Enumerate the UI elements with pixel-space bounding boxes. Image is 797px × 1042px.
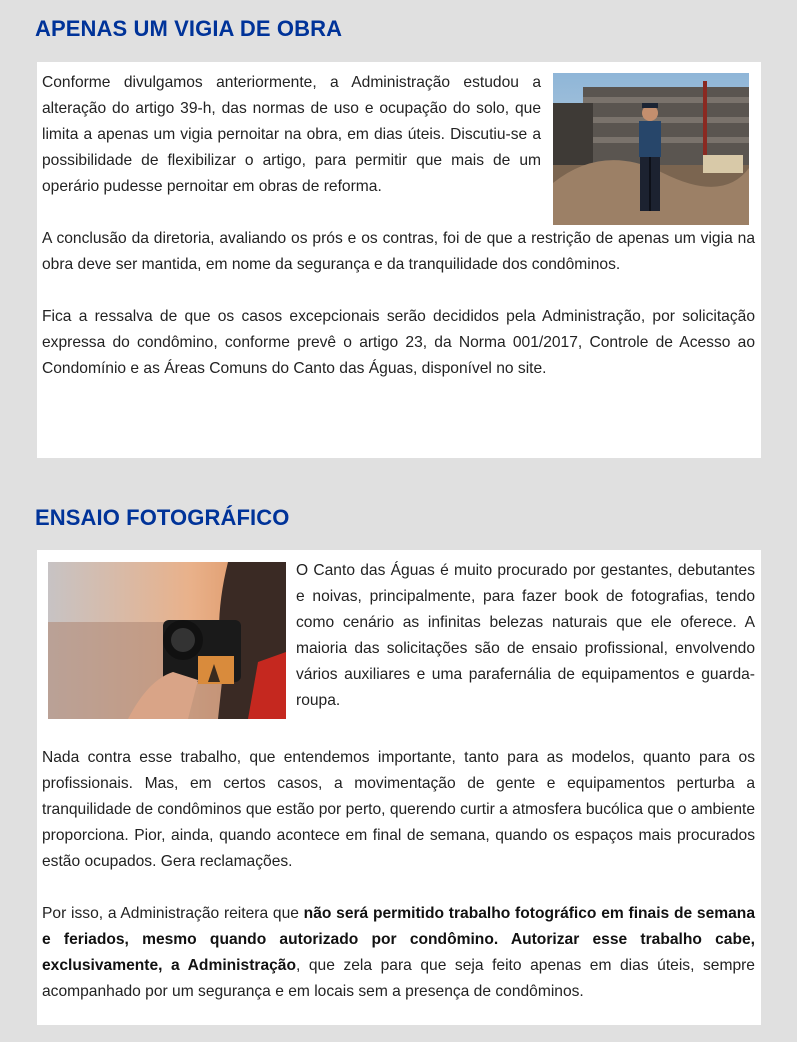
article-card-vigia	[37, 62, 761, 458]
paragraph: A conclusão da diretoria, avaliando os prós e os contras, foi de que a restrição de apenas um vigia na obra deve ser mantida, em nome da segurança e da tranquilidade dos condôminos.	[42, 230, 755, 273]
security-guard-photo	[553, 73, 749, 225]
final-intro: Por isso, a Administração reitera que	[42, 905, 304, 922]
paragraph: Fica a ressalva de que os casos excepcionais serão decididos pela Administração, por solicitação expressa do condômino, conforme prevê o artigo 23, da Norma 001/2017, Controle de Acesso ao Condomínio e as Áreas Comuns do Canto das Águas, disponível no site.	[42, 308, 755, 377]
section-title-vigia: APENAS UM VIGIA DE OBRA	[35, 16, 343, 41]
section-title-ensaio: ENSAIO FOTOGRÁFICO	[35, 505, 290, 530]
final-bold: não será permitido trabalho fotográfico em finais de semana e feriados, mesmo quando autorizado por condômino. Autorizar esse trabalho cabe, exclusivamente, a Administração	[42, 905, 756, 974]
paragraph: Conforme divulgamos anteriormente, a Administração estudou a alteração do artigo 39-h, das normas de uso e ocupação do solo, que limita a apenas um vigia pernoitar na obra, em dias úteis. Discutiu-se a possibilidade de flexibilizar o artigo, para permitir que mais de um operário pudesse pernoitar em obras de reforma.	[42, 74, 541, 195]
photographer-camera-photo	[48, 562, 286, 719]
paragraph: Nada contra esse trabalho, que entendemos importante, tanto para as modelos, quanto para os profissionais. Mas, em certos casos, a movimentação de gente e equipamentos perturba a tranquilidade de condôminos que estão por perto, querendo curtir a atmosfera bucólica que o ambiente proporciona. Pior, ainda, quando acontece em final de semana, quando os espaços mais procurados estão ocupados. Gera reclamações.	[42, 749, 755, 870]
final-outro: , que zela para que seja feito apenas em dias úteis, sempre acompanhado por um segurança e em locais sem a presença de condôminos.	[42, 957, 755, 1000]
paragraph: O Canto das Águas é muito procurado por gestantes, debutantes e noivas, principalmente, para fazer book de fotografias, tendo como cenário as infinitas belezas naturais que ele oferece. A maioria das solicitações são de ensaio profissional, envolvendo vários auxiliares e uma parafernália de equipamentos e guarda-roupa.	[296, 562, 755, 709]
paragraph-final	[42, 901, 755, 1005]
article-card-ensaio	[37, 550, 761, 1025]
